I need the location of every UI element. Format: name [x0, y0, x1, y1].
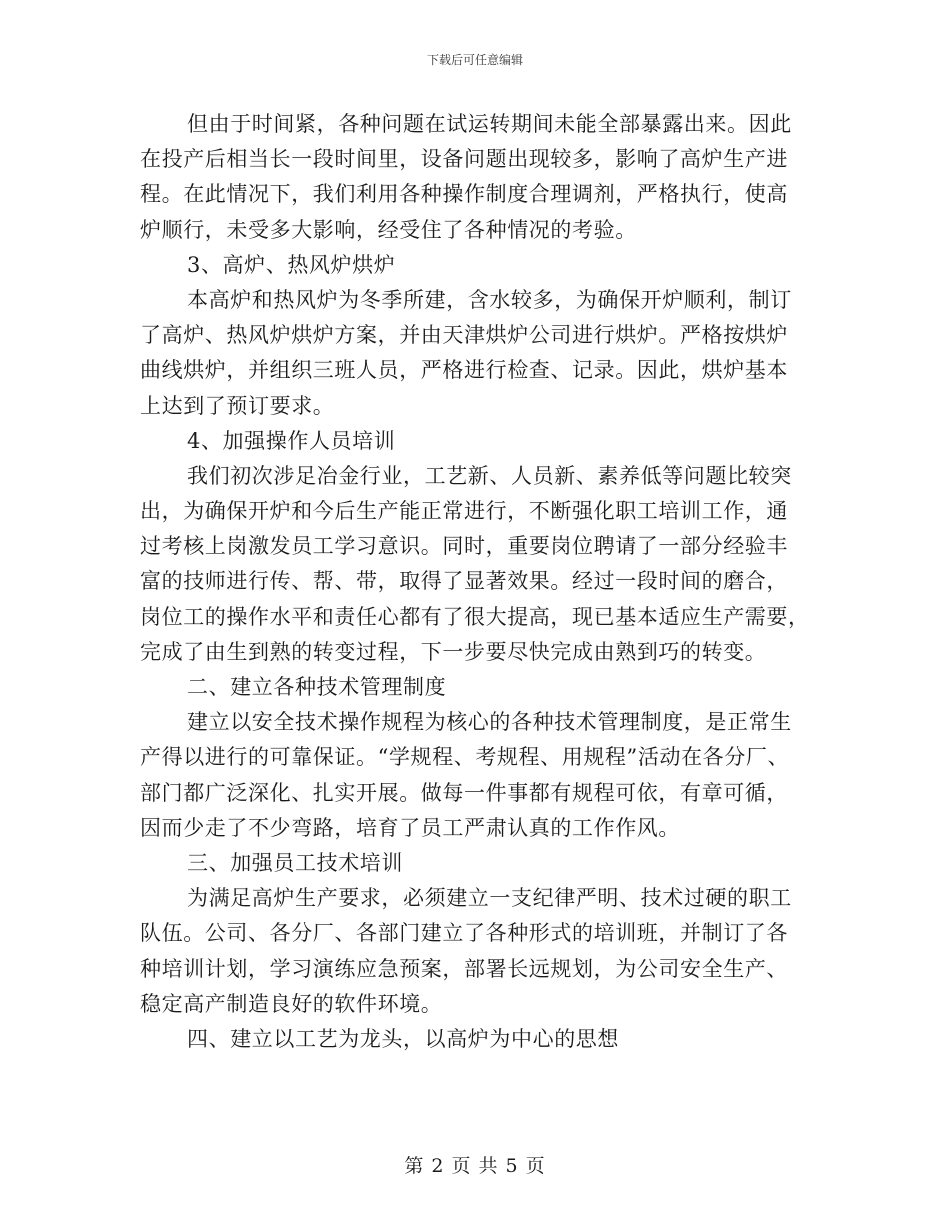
paragraph-line: 本高炉和热风炉为冬季所建，含水较多，为确保开炉顺利，制订: [187, 287, 792, 312]
paragraph-line: 炉顺行，未受多大影响，经受住了各种情况的考验。: [140, 217, 637, 242]
paragraph-line: 建立以安全技术操作规程为核心的各种技术管理制度，是正常生: [187, 710, 792, 735]
document-body: [140, 107, 810, 1057]
section-heading: 4、加强操作人员培训: [187, 428, 396, 453]
paragraph-line: 我们初次涉足冶金行业，工艺新、人员新、素养低等问题比较突: [187, 463, 792, 488]
paragraph-line: 曲线烘炉，并组织三班人员，严格进行检查、记录。因此，烘炉基本: [140, 358, 788, 383]
paragraph-line: 队伍。公司、各分厂、各部门建立了各种形式的培训班，并制订了各: [140, 921, 788, 946]
paragraph-line: 上达到了预订要求。: [140, 393, 335, 418]
paragraph-line: 稳定高产制造良好的软件环境。: [140, 991, 443, 1016]
section-heading: 3、高炉、热风炉烘炉: [187, 252, 396, 277]
paragraph-line: 为满足高炉生产要求，必须建立一支纪律严明、技术过硬的职工: [187, 886, 792, 911]
paragraph-line: 因而少走了不少弯路，培育了员工严肃认真的工作作风。: [140, 815, 680, 840]
paragraph-line: 过考核上岗激发员工学习意识。同时，重要岗位聘请了一部分经验丰: [140, 534, 788, 559]
paragraph-line: 产得以进行的可靠保证。“学规程、考规程、用规程”活动在各分厂、: [140, 745, 790, 770]
paragraph-line: 完成了由生到熟的转变过程，下一步要尽快完成由熟到巧的转变。: [140, 639, 767, 664]
section-heading: 四、建立以工艺为龙头，以高炉为中心的思想: [187, 1026, 619, 1051]
paragraph-line: 岗位工的操作水平和责任心都有了很大提高，现已基本适应生产需要，: [140, 604, 810, 629]
paragraph-line: 种培训计划，学习演练应急预案，部署长远规划，为公司安全生产、: [140, 956, 788, 981]
paragraph-line: 在投产后相当长一段时间里，设备问题出现较多，影响了高炉生产进: [140, 147, 788, 172]
page-header: 下载后可任意编辑: [426, 53, 523, 67]
paragraph-line: 富的技师进行传、帮、带，取得了显著效果。经过一段时间的磨合，: [140, 569, 788, 594]
paragraph-line: 部门都广泛深化、扎实开展。做每一件事都有规程可依，有章可循，: [140, 780, 788, 805]
page-number: 第 2 页 共 5 页: [404, 1155, 546, 1177]
paragraph-line: 程。在此情况下，我们利用各种操作制度合理调剂，严格执行，使高: [140, 182, 788, 207]
paragraph-line: 但由于时间紧，各种问题在试运转期间未能全部暴露出来。因此: [187, 112, 792, 136]
paragraph-line: 出，为确保开炉和今后生产能正常进行，不断强化职工培训工作，通: [140, 499, 788, 524]
section-heading: 二、建立各种技术管理制度: [187, 675, 447, 699]
paragraph-line: 了高炉、热风炉烘炉方案，并由天津烘炉公司进行烘炉。严格按烘炉: [140, 323, 788, 348]
section-heading: 三、加强员工技术培训: [187, 850, 403, 875]
